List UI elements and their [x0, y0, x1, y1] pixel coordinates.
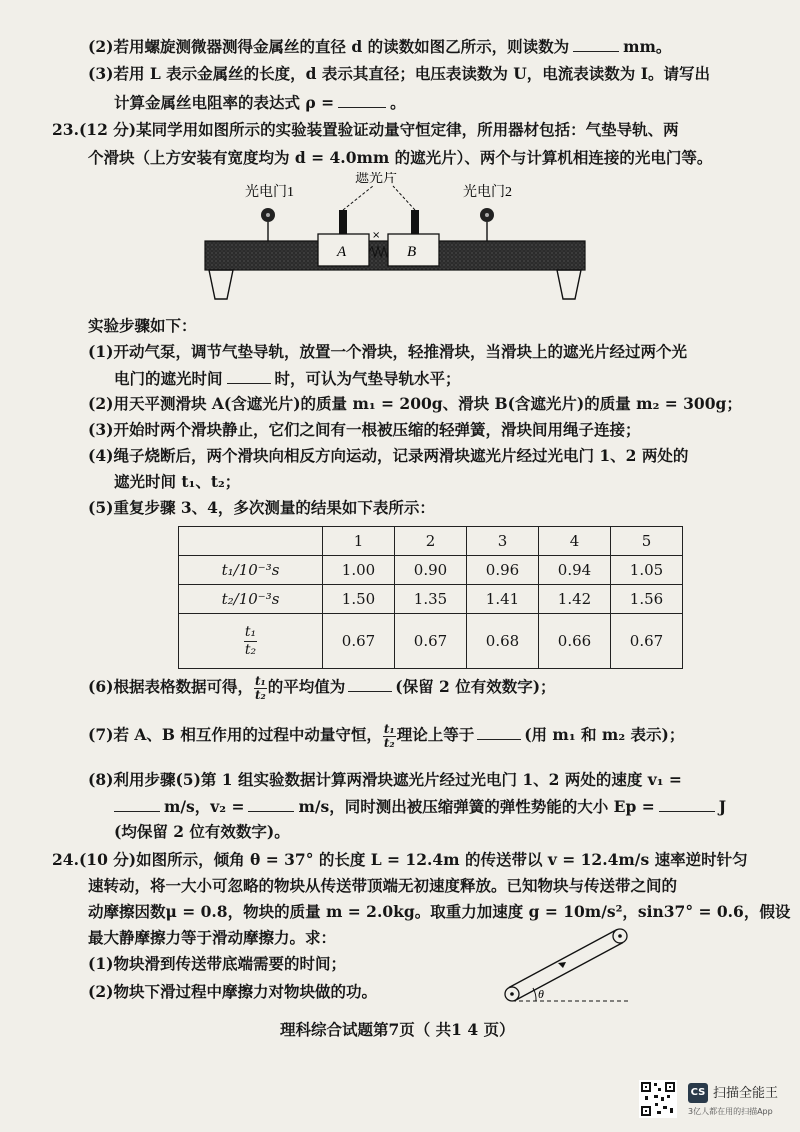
q22-line3a: (3)若用 L 表示金属丝的长度，d 表示其直径；电压表读数为 U，电流表读数为 I。请写出: [88, 64, 710, 83]
q24-line2: 速转动，将一大小可忽略的物块从传送带顶端无初速度释放。已知物块与传送带之间的: [88, 876, 678, 895]
q23-intro-line1: 23.(12 分)某同学用如图所示的实验装置验证动量守恒定律，所用器材包括：气垫导轨、两: [52, 120, 679, 139]
qr-code-icon: [639, 1080, 677, 1118]
table-row: [179, 585, 683, 614]
step6: (6)根据表格数据可得， $\frac{\text{t₁}}{\text{t₂}}$ 的平均值为 (保留 2 位有效数字)；: [88, 673, 556, 702]
q22-line2: (2)若用螺旋测微器测得金属丝的直径 d 的读数如图乙所示，则读数为 mm。: [88, 37, 672, 56]
theta-label: θ: [538, 987, 544, 1001]
step8a: (8)利用步骤(5)第 1 组实验数据计算两滑块遮光片经过光电门 1、2 两处的速度 v₁ =: [88, 770, 682, 789]
table-row-label: t₂/10⁻³s: [179, 585, 323, 614]
step1b: 电门的遮光时间 时，可认为气垫导轨水平；: [114, 369, 461, 388]
gate1-label: 光电门1: [245, 185, 294, 200]
q24-line3: 动摩擦因数μ = 0.8，物块的质量 m = 2.0kg。取重力加速度 g = 10m/s²，sin37° = 0.6，假设: [88, 902, 791, 921]
table-cell: 0.90: [395, 556, 467, 585]
block-b-label: B: [407, 244, 417, 260]
svg-text:×: ×: [372, 230, 381, 241]
step2: (2)用天平测滑块 A(含遮光片)的质量 m₁ = 200g、滑块 B(含遮光片)的质量 m₂ = 300g；: [88, 394, 742, 413]
belt-upper: [509, 930, 617, 988]
table-row-label: t₁/10⁻³s: [179, 556, 323, 585]
table-cell: 0.68: [467, 614, 539, 669]
step1a: (1)开动气泵，调节气垫导轨，放置一个滑块，轻推滑块，当滑块上的遮光片经过两个光: [88, 342, 687, 361]
table-header-row: [179, 527, 683, 556]
q24-line4: 最大静摩擦力等于滑动摩擦力。求：: [88, 928, 337, 947]
step8c: (均保留 2 位有效数字)。: [114, 822, 290, 841]
belt-direction-arrow: [558, 962, 566, 968]
track-leg-right: [557, 270, 581, 299]
table-cell: 1.05: [611, 556, 683, 585]
table-cell: 3: [467, 527, 539, 556]
answer-blank: [248, 796, 294, 812]
gate2-label: 光电门2: [463, 185, 512, 200]
steps-title: 实验步骤如下：: [88, 316, 197, 335]
answer-blank: [573, 36, 619, 52]
block-a-label: A: [337, 244, 347, 260]
answer-blank: [659, 796, 715, 812]
camscanner-logo-icon: CS: [688, 1083, 708, 1103]
q23-intro-line2: 个滑块（上方安装有宽度均为 d = 4.0mm 的遮光片）、两个与计算机相连接的光电门等。: [88, 148, 713, 167]
table-cell: 1.35: [395, 585, 467, 614]
q24-line1: 24.(10 分)如图所示，倾角 θ = 37° 的长度 L = 12.4m 的传送带以 v = 12.4m/s 速率逆时针匀: [52, 850, 748, 869]
answer-blank: [227, 368, 271, 384]
belt-lower: [515, 943, 623, 1001]
table-cell: 1: [323, 527, 395, 556]
table-cell: 0.67: [611, 614, 683, 669]
step5: (5)重复步骤 3、4，多次测量的结果如下表所示：: [88, 498, 435, 517]
step7: (7)若 A、B 相互作用的过程中动量守恒， $\frac{\text{t₁}}{\text{t₂}}$ 理论上等于 (用 m₁ 和 m₂ 表示)；: [88, 721, 685, 750]
table-cell: 1.50: [323, 585, 395, 614]
table-row: [179, 556, 683, 585]
shade-plate-a: [339, 210, 347, 234]
step3: (3)开始时两个滑块静止，它们之间有一根被压缩的轻弹簧，滑块间用绳子连接；: [88, 420, 641, 439]
step4a: (4)绳子烧断后，两个滑块向相反方向运动，记录两滑块遮光片经过光电门 1、2 两处的: [88, 446, 689, 465]
shade-plate-b: [411, 210, 419, 234]
track-leg-left: [209, 270, 233, 299]
page-footer: 理科综合试题第7页（ 共1 4 页）: [280, 1020, 515, 1039]
q22-line3b: 计算金属丝电阻率的表达式 ρ = 。: [114, 93, 406, 112]
table-cell: 2: [395, 527, 467, 556]
table-cell: 5: [611, 527, 683, 556]
answer-blank: [338, 92, 386, 108]
measurement-table: [178, 526, 683, 669]
watermark-subtitle: 3亿人都在用的扫描App: [688, 1107, 773, 1116]
table-cell: 0.66: [539, 614, 611, 669]
table-row-label: $\frac{\text{t₁}}{\text{t₂}}$: [179, 614, 323, 669]
table-cell: 0.94: [539, 556, 611, 585]
shade-label: 遮光片: [355, 172, 397, 186]
table-cell: 0.67: [323, 614, 395, 669]
step8b: m/s，v₂ = m/s，同时测出被压缩弹簧的弹性势能的大小 Ep = J: [114, 796, 726, 817]
table-cell: 1.41: [467, 585, 539, 614]
table-row: [179, 614, 683, 669]
answer-blank: [477, 724, 521, 740]
q24-sub2: (2)物块下滑过程中摩擦力对物块做的功。: [88, 982, 377, 1001]
table-cell: 1.00: [323, 556, 395, 585]
answer-blank: [114, 796, 160, 812]
answer-blank: [348, 676, 392, 692]
step4b: 遮光时间 t₁、t₂；: [114, 472, 241, 491]
table-cell: 4: [539, 527, 611, 556]
table-cell: 1.42: [539, 585, 611, 614]
table-cell: 1.56: [611, 585, 683, 614]
table-cell: 0.67: [395, 614, 467, 669]
table-cell: 0.96: [467, 556, 539, 585]
q24-sub1: (1)物块滑到传送带底端需要的时间；: [88, 954, 346, 973]
conveyor-figure: [498, 922, 638, 1008]
watermark-name: 扫描全能王: [713, 1086, 779, 1101]
air-track-figure: [195, 172, 595, 307]
